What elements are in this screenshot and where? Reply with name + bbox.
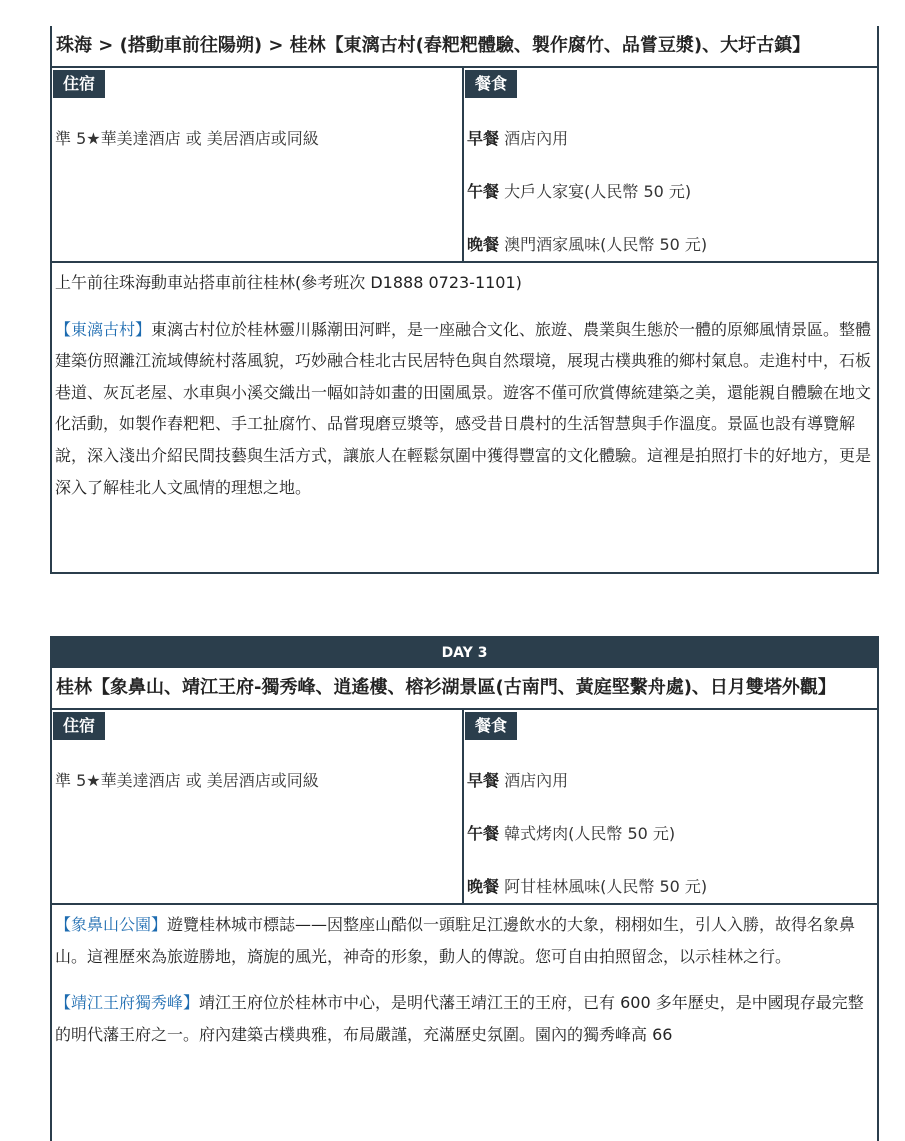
spot-text: 東漓古村位於桂林靈川縣潮田河畔，是一座融合文化、旅遊、農業與生態於一體的原鄉風情景區。整體建築仿照灕江流域傳統村落風貌，巧妙融合桂北古民居特色與自然環境，展現古樸典雅的鄉村氣息。走進村中，石板巷道、灰瓦老屋、水車與小溪交織出一幅如詩如畫的田園風景。遊客不僅可欣賞傳統建築之美，還能親自體驗在地文化活動，如製作舂粑粑、手工扯腐竹、品嘗現磨豆漿等，感受昔日農村的生活智慧與手作溫度。景區也設有導覽解說，深入淺出介紹民間技藝與生活方式，讓旅人在輕鬆氛圍中獲得豐富的文化體驗。這裡是拍照打卡的好地方，更是深入了解桂北人文風情的理想之地。 (55, 319, 872, 497)
day3-info-row (52, 710, 877, 905)
lunch-line (467, 821, 675, 844)
lunch-label: 午餐 (467, 824, 500, 843)
spot2-text: 靖江王府位於桂林市中心，是明代藩王靖江王的王府，已有 600 多年歷史，是中國現存最完整的明代藩王府之一。府內建築古樸典雅，布局嚴謹，充滿歷史氛圍。園內的獨秀峰高 66 (55, 993, 864, 1044)
day2-lodging-cell (52, 68, 464, 261)
breakfast-line (467, 126, 568, 149)
lodging-text: 準 5★華美達酒店 或 美居酒店或同級 (55, 771, 319, 790)
spot-tag: 【東漓古村】 (55, 319, 152, 339)
lunch-value: 韓式烤肉(人民幣 50 元) (504, 824, 676, 843)
spot1-tag: 【象鼻山公園】 (55, 915, 168, 934)
day3-spot1-paragraph (55, 909, 874, 972)
day2-meals-cell (464, 68, 877, 261)
day3-section (50, 636, 879, 1141)
day2-section (50, 26, 879, 574)
day3-spot2-paragraph (55, 987, 874, 1050)
spot1-text: 遊覽桂林城市標誌——因整座山酷似一頭駐足江邊飲水的大象，栩栩如生，引人入勝，故得名象鼻山。這裡歷來為旅遊勝地，旖旎的風光，神奇的形象，動人的傳說。您可自由拍照留念，以示桂林之行。 (55, 915, 856, 966)
spot2-tag: 【靖江王府獨秀峰】 (55, 993, 200, 1013)
breakfast-value: 酒店內用 (504, 129, 569, 148)
day2-intro: 上午前往珠海動車站搭車前往桂林(參考班次 D1888 0723-1101) (55, 273, 522, 292)
lodging-badge: 住宿 (53, 70, 105, 98)
day3-header: DAY 3 (52, 638, 877, 668)
dinner-line (467, 874, 707, 897)
lunch-label: 午餐 (467, 182, 500, 201)
dinner-value: 阿甘桂林風味(人民幣 50 元) (504, 877, 708, 896)
meals-badge: 餐食 (465, 712, 517, 740)
dinner-label: 晚餐 (467, 235, 500, 254)
breakfast-label: 早餐 (467, 129, 500, 148)
day3-title: 桂林【象鼻山、靖江王府-獨秀峰、逍遙樓、榕衫湖景區(古南門、黃庭堅繫舟處)、日月雙塔外觀】 (52, 668, 877, 710)
lunch-value: 大戶人家宴(人民幣 50 元) (504, 182, 692, 201)
dinner-line (467, 232, 707, 255)
day3-meals-cell (464, 710, 877, 903)
day2-info-row (52, 68, 877, 263)
day2-title: 珠海 > (搭動車前往陽朔) > 桂林【東漓古村(舂粑粑體驗、製作腐竹、品嘗豆漿)、大圩古鎮】 (52, 26, 877, 68)
day2-spot-paragraph (55, 314, 874, 504)
breakfast-value: 酒店內用 (504, 771, 569, 790)
day3-description (52, 905, 877, 1050)
breakfast-line (467, 768, 568, 791)
lunch-line (467, 179, 691, 202)
dinner-value: 澳門酒家風味(人民幣 50 元) (504, 235, 708, 254)
dinner-label: 晚餐 (467, 877, 500, 896)
lodging-text: 準 5★華美達酒店 或 美居酒店或同級 (55, 129, 319, 148)
day2-description (52, 263, 877, 503)
meals-badge: 餐食 (465, 70, 517, 98)
lodging-badge: 住宿 (53, 712, 105, 740)
day3-lodging-cell (52, 710, 464, 903)
breakfast-label: 早餐 (467, 771, 500, 790)
